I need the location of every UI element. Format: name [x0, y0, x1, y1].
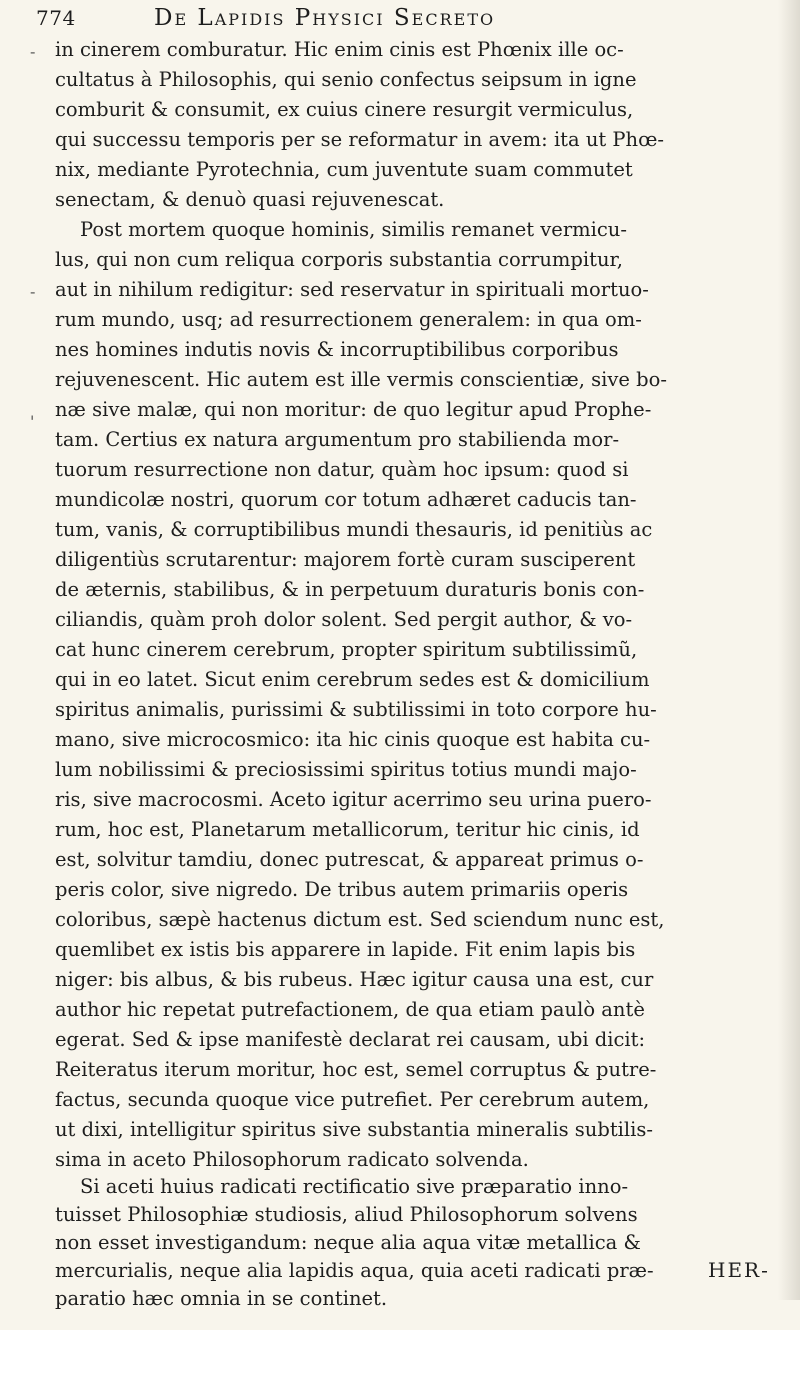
text-line: Reiteratus iterum moritur, hoc est, semel corruptus & putre- [55, 1058, 657, 1081]
text-line: coloribus, sæpè hactenus dictum est. Sed sciendum nunc est, [55, 908, 665, 931]
text-line: ris, sive macrocosmi. Aceto igitur acerrimo seu urina puero- [55, 788, 652, 811]
text-line: comburit & consumit, ex cuius cinere resurgit vermiculus, [55, 98, 634, 121]
text-line: tuisset Philosophiæ studiosis, aliud Philosophorum solvens [55, 1203, 638, 1226]
margin-mark: - [30, 282, 36, 301]
text-line: aut in nihilum redigitur: sed reservatur in spirituali mortuo- [55, 278, 649, 301]
text-line: rum mundo, usq; ad resurrectionem generalem: in qua om- [55, 308, 642, 331]
text-line: lum nobilissimi & preciosissimi spiritus totius mundi majo- [55, 758, 637, 781]
text-line: egerat. Sed & ipse manifestè declarat rei causam, ubi dicit: [55, 1028, 646, 1051]
text-line: peris color, sive nigredo. De tribus autem primariis operis [55, 878, 629, 901]
margin-mark: - [30, 42, 36, 61]
text-line: non esset investigandum: neque alia aqua vitæ metallica & [55, 1231, 641, 1254]
text-line: senectam, & denuò quasi rejuvenescat. [55, 188, 445, 211]
text-line: qui in eo latet. Sicut enim cerebrum sedes est & domicilium [55, 668, 650, 691]
text-line: paratio hæc omnia in se continet. [55, 1287, 388, 1310]
text-line: qui successu temporis per se reformatur in avem: ita ut Phœ- [55, 128, 664, 151]
running-head: De Lapidis Physici Secreto [154, 5, 496, 31]
text-line: in cinerem comburatur. Hic enim cinis est Phœnix ille oc- [55, 38, 624, 61]
text-line: factus, secunda quoque vice putrefiet. Per cerebrum autem, [55, 1088, 650, 1111]
text-line: rejuvenescent. Hic autem est ille vermis conscientiæ, sive bo- [55, 368, 667, 391]
text-line: spiritus animalis, purissimi & subtilissimi in toto corpore hu- [55, 698, 657, 721]
text-line: Si aceti huius radicati rectificatio sive præparatio inno- [80, 1175, 629, 1198]
text-line: ut dixi, intelligitur spiritus sive substantia mineralis subtilis- [55, 1118, 653, 1141]
text-line: niger: bis albus, & bis rubeus. Hæc igitur causa una est, cur [55, 968, 654, 991]
text-line: Post mortem quoque hominis, similis remanet vermicu- [80, 218, 627, 241]
text-line: est, solvitur tamdiu, donec putrescat, & appareat primus o- [55, 848, 644, 871]
text-line: tum, vanis, & corruptibilibus mundi thesauris, id penitiùs ac [55, 518, 653, 541]
text-line: tuorum resurrectione non datur, quàm hoc ipsum: quod si [55, 458, 629, 481]
catchword: HER- [708, 1258, 770, 1282]
text-line: cultatus à Philosophis, qui senio confectus seipsum in igne [55, 68, 637, 91]
page-number: 774 [36, 6, 76, 30]
text-line: author hic repetat putrefactionem, de qua etiam paulò antè [55, 998, 645, 1021]
text-line: ciliandis, quàm proh dolor solent. Sed pergit author, & vo- [55, 608, 633, 631]
text-line: quemlibet ex istis bis apparere in lapide. Fit enim lapis bis [55, 938, 636, 961]
text-line: sima in aceto Philosophorum radicato solvenda. [55, 1148, 529, 1171]
text-line: tam. Certius ex natura argumentum pro stabilienda mor- [55, 428, 620, 451]
text-line: mano, sive microcosmico: ita hic cinis quoque est habita cu- [55, 728, 651, 751]
text-line: de æternis, stabilibus, & in perpetuum duraturis bonis con- [55, 578, 645, 601]
text-line: rum, hoc est, Planetarum metallicorum, teritur hic cinis, id [55, 818, 640, 841]
text-line: næ sive malæ, qui non moritur: de quo legitur apud Prophe- [55, 398, 652, 421]
text-line: nix, mediante Pyrotechnia, cum juventute suam commutet [55, 158, 633, 181]
text-line: mundicolæ nostri, quorum cor totum adhæret caducis tan- [55, 488, 637, 511]
text-line: diligentiùs scrutarentur: majorem fortè curam susciperent [55, 548, 636, 571]
text-line: cat hunc cinerem cerebrum, propter spiritum subtilissimũ, [55, 638, 638, 661]
margin-mark: ' [30, 412, 35, 431]
text-line: nes homines indutis novis & incorruptibilibus corporibus [55, 338, 619, 361]
text-line: mercurialis, neque alia lapidis aqua, quia aceti radicati præ- [55, 1259, 654, 1282]
text-line: lus, qui non cum reliqua corporis substantia corrumpitur, [55, 248, 623, 271]
